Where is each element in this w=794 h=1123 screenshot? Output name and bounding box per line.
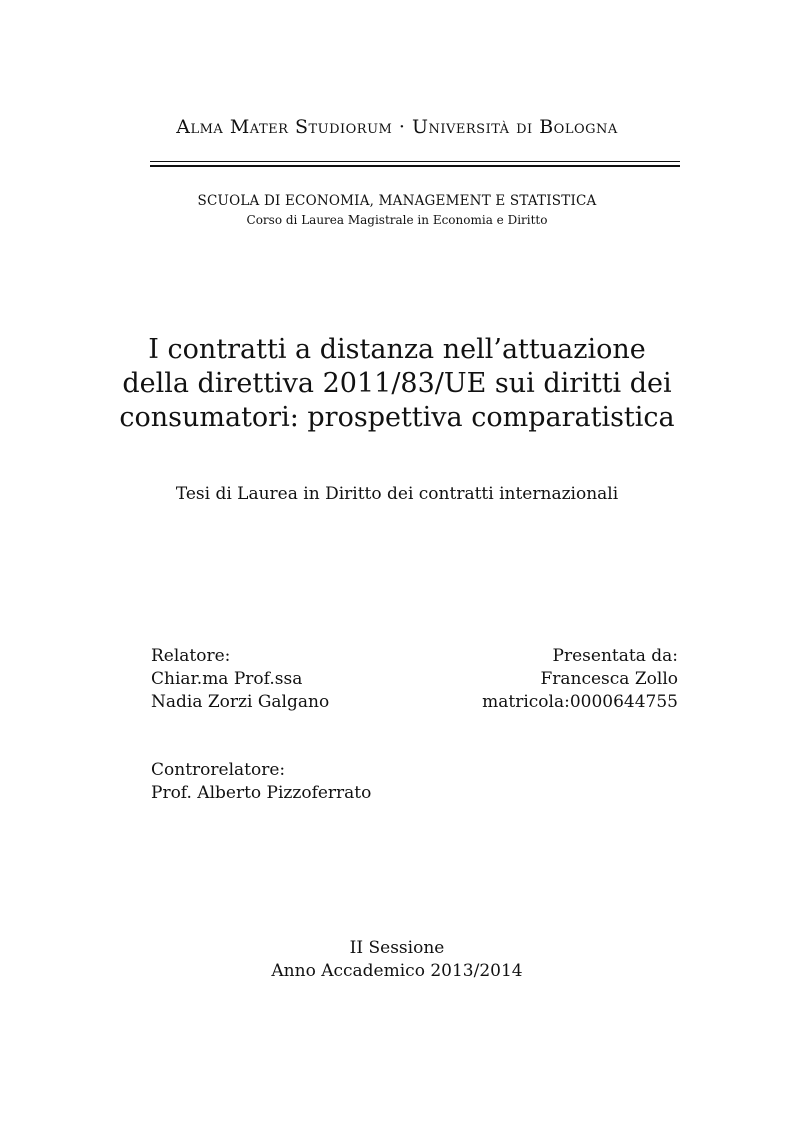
- controrelatore-name: Prof. Alberto Pizzoferrato: [151, 783, 372, 803]
- academic-year: Anno Accademico 2013/2014: [271, 961, 523, 981]
- school-name: SCUOLA DI ECONOMIA, MANAGEMENT E STATISTICA: [197, 193, 597, 209]
- thesis-title-line: della direttiva 2011/83/UE sui diritti dei: [122, 368, 672, 399]
- session-block: [0, 937, 794, 983]
- relatore-name: Nadia Zorzi Galgano: [151, 692, 330, 712]
- header-rule-thick: [150, 165, 680, 167]
- university-name: Alma Mater Studiorum · Università di Bologna: [176, 116, 618, 138]
- thesis-title-line: I contratti a distanza nell’attuazione: [148, 334, 646, 365]
- relatore-label: Relatore:: [151, 646, 231, 666]
- thesis-subtitle: Tesi di Laurea in Diritto dei contratti internazionali: [175, 484, 619, 504]
- candidate-name: Francesca Zollo: [540, 669, 678, 689]
- relatore-block: [151, 645, 329, 714]
- candidate-matricola: matricola:0000644755: [482, 692, 678, 712]
- course-name: Corso di Laurea Magistrale in Economia e Diritto: [246, 213, 548, 227]
- controrelatore-block: [151, 759, 371, 805]
- header-rule-thin: [150, 161, 680, 162]
- relatore-title: Chiar.ma Prof.ssa: [151, 669, 303, 689]
- candidate-label: Presentata da:: [552, 646, 678, 666]
- thesis-title-line: consumatori: prospettiva comparatistica: [119, 402, 675, 433]
- controrelatore-label: Controrelatore:: [151, 760, 286, 780]
- thesis-title: [0, 333, 794, 435]
- candidate-block: [482, 645, 678, 714]
- session-name: II Sessione: [349, 938, 445, 958]
